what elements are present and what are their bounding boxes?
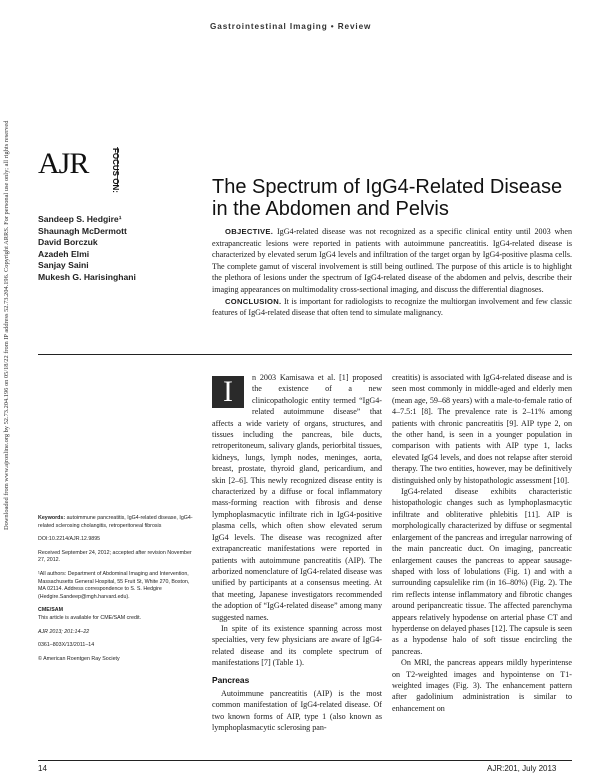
author: Sanjay Saini (38, 260, 89, 271)
download-notice (3, 110, 13, 530)
intro-text: n 2003 Kamisawa et al. [1] proposed the existence of a new clinicopathologic entity termed “IgG4-related autoimmune disease” that affects a wide variety of organs, structures, and tissues including the pancreas, bile ducts, retroperitoneum, salivary glands, periorbital tissues, kidneys, lungs, lymph nodes, meninges, aorta, breast, prostate, thyroid gland, pericardium, and skin [2–6]. This newly recognized disease entity is characterized by a diffuse or focal inflammatory mass-forming reaction with fibrosis and dense lymphoplasmacytic infiltrate rich in IgG4-positive plasma cells, which often show elevated serum IgG4 levels. The disease was recognized after extrapancreatic manifestations were reported in patients with autoimmune pancreatitis (AIP). The arborized nomenclature of IgG4-related disease was unified by participants at a consensus meeting. At that meeting, Japanese investigators recommended the adoption of “IgG4-related disease” among many suggested names. (212, 373, 382, 622)
author-list (38, 214, 198, 284)
author: David Borczuk (38, 237, 98, 248)
abstract (212, 226, 572, 319)
body-paragraph: IgG4-related disease exhibits characteristic histopathologic changes such as lymphoplasmacytic infiltrate and obliterative phlebitis [11]. AIP is morphologically characterized by diffuse or segmental enlargement of the pancreas and irregular narrowing of the main pancreatic duct. On imaging, pancreatic enlargement causes the pancreas to appear sausage-shaped with loss of lobulations (Fig. 1) and with a surrounding capsulelike rim (in 16–80%) (Fig. 2). The rim reflects intense inflammatory and fibrotic changes around peripancreatic tissue. The affected parenchyma appears relatively hypodense on arterial phase CT and hyperdense on delayed phases [12]. The capsule is seen as a hypodense halo of soft tissue encircling the pancreas. (392, 487, 572, 656)
received-dates: Received September 24, 2012; accepted after revision November 27, 2012. (38, 549, 192, 564)
section-heading-pancreas: Pancreas (212, 674, 250, 685)
ajr-logo (38, 147, 120, 193)
copyright: © American Roentgen Ray Society (38, 655, 120, 662)
drop-cap: I (212, 376, 244, 408)
author: Shaunagh McDermott (38, 225, 127, 236)
cme-note (38, 607, 198, 622)
journal-citation-footer: AJR:201, July 2013 (487, 764, 557, 773)
download-notice-text: Downloaded from www.ajronline.org by 52.73.204.196 on 05/18/22 from IP address 52.73.204.196. Copyright ARRS. For personal use only; all rights reserved (3, 120, 10, 530)
body-paragraph: In spite of its existence spanning across most specialties, very few physicians are aware of IgG4-related disease and its complete spectrum of manifestations [7] (Table 1). (212, 623, 382, 668)
objective-text: IgG4-related disease was not recognized as a specific clinical entity until 2003 when extrapancreatic lesions were reported in patients with autoimmune pancreatitis. IgG4-related disease is characterized by elevated serum IgG4 levels and infiltration of the target organ by IgG4-positive plasma cells. The complete gamut of visceral involvement is still being outlined. The purpose of this article is to highlight the plethora of lesions under the spectrum of IgG4-related disease of the abdomen and pelvis, describe their imaging appearances on multimodality cross-sectional imaging, and discuss the differential diagnoses. (212, 227, 572, 294)
article-title: The Spectrum of IgG4-Related Disease in the Abdomen and Pelvis (212, 176, 563, 221)
body-paragraph: creatitis) is associated with IgG4-related disease and is seen most commonly in middle-aged and elderly men (mean age, 59–68 years) with a male-to-female ratio of 4–7.5:1 [8]. The prevalence rate is 2–11% among patients with chronic pancreatitis [9]. AIP type 2, on the other hand, is seen in a younger population in comparison with patients with AIP type 1, lacks elevated IgG4 levels, and does not relapse after steroid therapy. The two entities, however, may be definitively distinguished only by histopathologic assessment [10]. (392, 373, 572, 485)
author: Mukesh G. Harisinghani (38, 271, 136, 282)
cme-label: CME/SAM (38, 607, 64, 614)
citation: AJR 2013; 201:14–22 (38, 628, 90, 635)
body-paragraph: Autoimmune pancreatitis (AIP) is the most common manifestation of IgG4-related disease. Of two known forms of AIP, type 1 (also known as lymphoplasmacytic sclerosing pan- (212, 688, 382, 733)
cme-text: This article is available for CME/SAM credit. (38, 614, 142, 621)
intro-paragraph (212, 372, 382, 623)
abstract-conclusion (212, 296, 572, 319)
keywords (38, 515, 198, 530)
author: Azadeh Elmi (38, 248, 90, 259)
footer-divider (38, 760, 572, 761)
ajr-logo-text: AJR (38, 147, 89, 180)
keywords-text: autoimmune pancreatitis, IgG4-related disease, IgG4-related sclerosing cholangitis, retroperitoneal fibrosis (38, 515, 193, 529)
objective-label: OBJECTIVE. (225, 227, 274, 236)
article-metadata (38, 515, 198, 669)
body-paragraph: On MRI, the pancreas appears mildly hyperintense on T2-weighted images and hypointense on T1-weighted images (Fig. 3). The enhancement pattern after gadolinium administration is similar to enhancement on (392, 658, 572, 713)
running-header: Gastrointestinal Imaging • Review (210, 22, 372, 31)
body-column-left (212, 372, 382, 734)
issn: 0361–803X/13/2011–14 (38, 642, 95, 649)
abstract-objective (212, 226, 572, 296)
body-column-right (392, 372, 572, 714)
conclusion-label: CONCLUSION. (225, 296, 282, 306)
focus-on-label: FOCUS ON: (111, 148, 120, 193)
affiliation: ¹All authors: Department of Abdominal Imaging and Intervention, Massachusetts General Hospital, 55 Fruit St, White 270, Boston, MA 02114. Address correspondence to S. S. Hedgire (Hedgire.Sandeep@mgh.harvard.edu). (38, 570, 190, 600)
keywords-label: Keywords: (38, 515, 66, 521)
section-divider (38, 354, 572, 355)
conclusion-text: It is important for radiologists to recognize the multiorgan involvement and few classic features of IgG4-related disease that often tend to simulate malignancy. (212, 296, 572, 318)
page-number: 14 (38, 764, 47, 773)
doi: DOI:10.2214/AJR.12.9895 (38, 536, 101, 543)
author: Sandeep S. Hedgire¹ (38, 214, 122, 224)
